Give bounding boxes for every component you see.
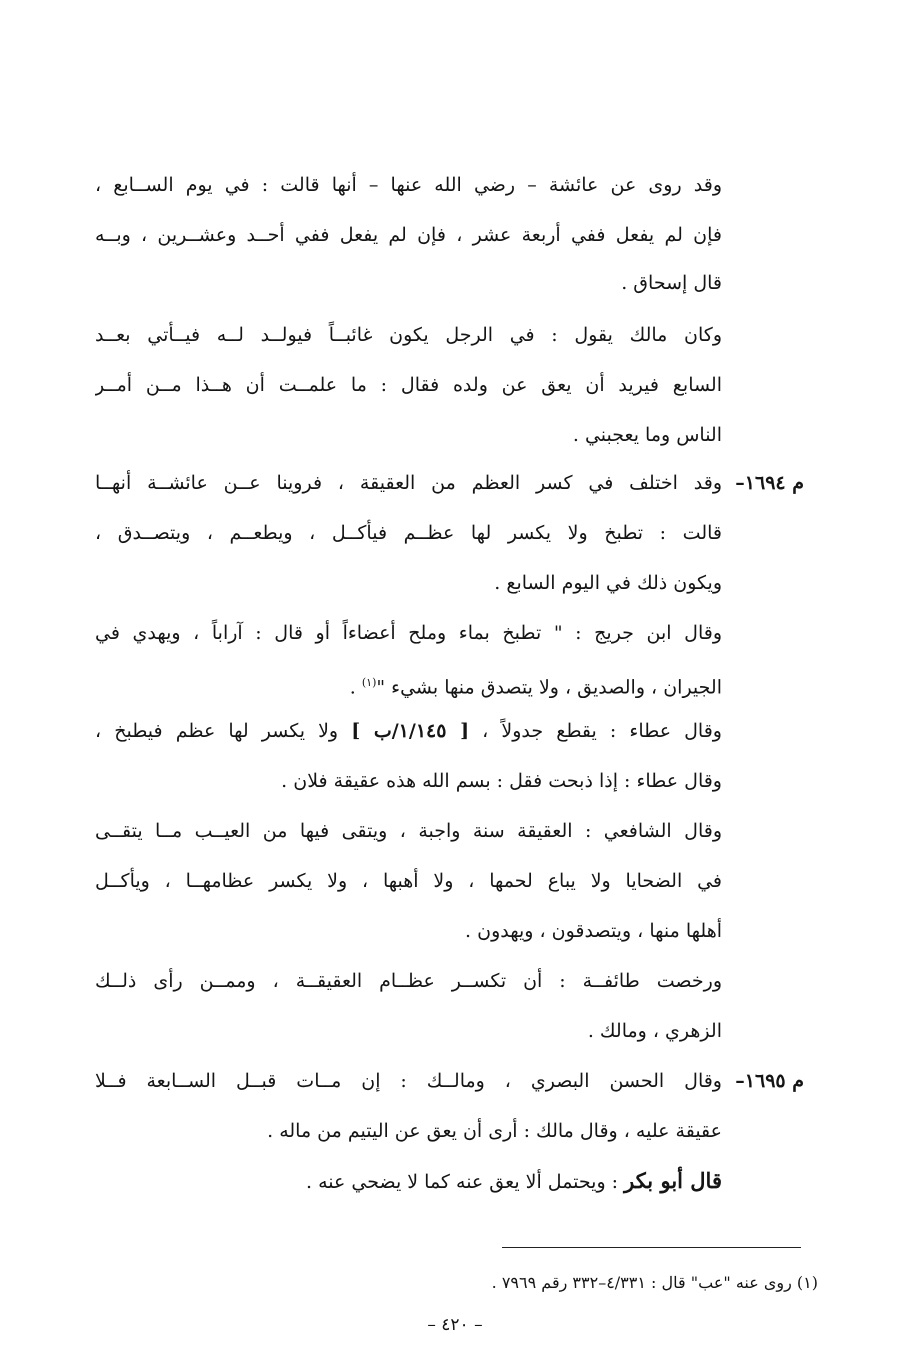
line-text: وقال عطاء : يقطع جدولاً ، <box>469 720 722 742</box>
text-line: وقد اختلف في كسر العظم من العقيقة ، فروينا عــن عائشــة أنهــا <box>95 472 722 494</box>
text-line: ويكون ذلك في اليوم السابع . <box>494 572 722 594</box>
text-line: وكان مالك يقول : في الرجل يكون غائبــاً فيولــد لــه فيــأتي بعــد <box>95 324 722 346</box>
text-line: في الضحايا ولا يباع لحمها ، ولا أهبها ، ولا يكسر عظامهــا ، ويأكــل <box>95 870 722 892</box>
text-line: السابع فيريد أن يعق عن ولده فقال : ما علمــت أن هــذا مــن أمــر <box>95 374 722 396</box>
page-number: – ٤٢٠ – <box>427 1315 483 1335</box>
issue-number: م ١٦٩٥– <box>735 1070 804 1092</box>
author-lead: قال أبو بكر <box>624 1168 722 1193</box>
text-line: قال إسحاق . <box>621 272 722 294</box>
text-line <box>95 716 722 746</box>
text-line: وقال عطاء : إذا ذبحت فقل : بسم الله هذه عقيقة فلان . <box>281 770 722 792</box>
text-line: وقد روى عن عائشة – رضي الله عنها – أنها قالت : في يوم الســابع ، <box>95 174 722 196</box>
text-line: وقال ابن جريج : " تطبخ بماء وملح أعضاءاً أو قال : آراباً ، ويهدي في <box>95 622 722 644</box>
manuscript-reference: [ ١/١٤٥/ب ] <box>351 720 470 742</box>
text-line: ورخصت طائفــة : أن تكســر عظــام العقيقــة ، وممــن رأى ذلــك <box>95 970 722 992</box>
footnote-divider <box>502 1247 801 1248</box>
text-line: الزهري ، ومالك . <box>587 1020 722 1042</box>
text-line: الجيران ، والصديق ، ولا يتصدق منها بشيء "$^{(١)}$ . <box>349 676 722 698</box>
text-line: قالت : تطبخ ولا يكسر لها عظــم فيأكــل ، ويطعــم ، ويتصــدق ، <box>95 522 722 544</box>
text-line: وقال الشافعي : العقيقة سنة واجبة ، ويتقى فيها من العيــب مــا يتقــى <box>95 820 722 842</box>
footnote-marker: (١) <box>361 676 377 689</box>
text-line <box>95 1166 722 1196</box>
text-line: أهلها منها ، ويتصدقون ، ويهدون . <box>465 920 722 942</box>
issue-number: م ١٦٩٤– <box>735 472 804 494</box>
line-text: الجيران ، والصديق ، ولا يتصدق منها بشيء " <box>376 676 722 698</box>
text-line: فإن لم يفعل ففي أربعة عشر ، فإن لم يفعل ففي أحــد وعشــرين ، وبــه <box>95 224 722 246</box>
text-line: عقيقة عليه ، وقال مالك : أرى أن يعق عن اليتيم من ماله . <box>267 1120 722 1142</box>
line-text: : ويحتمل ألا يعق عنه كما لا يضحي عنه . <box>306 1171 625 1193</box>
footnote: (١) روى عنه "عب" قال : ٤/٣٣١–٣٣٢ رقم ٧٩٦٩ . <box>491 1273 818 1292</box>
text-line: الناس وما يعجبني . <box>572 424 722 446</box>
line-text: ولا يكسر لها عظم فيطبخ ، <box>95 720 352 742</box>
text-line: وقال الحسن البصري ، ومالــك : إن مــات قبــل الســابعة فــلا <box>95 1070 722 1092</box>
